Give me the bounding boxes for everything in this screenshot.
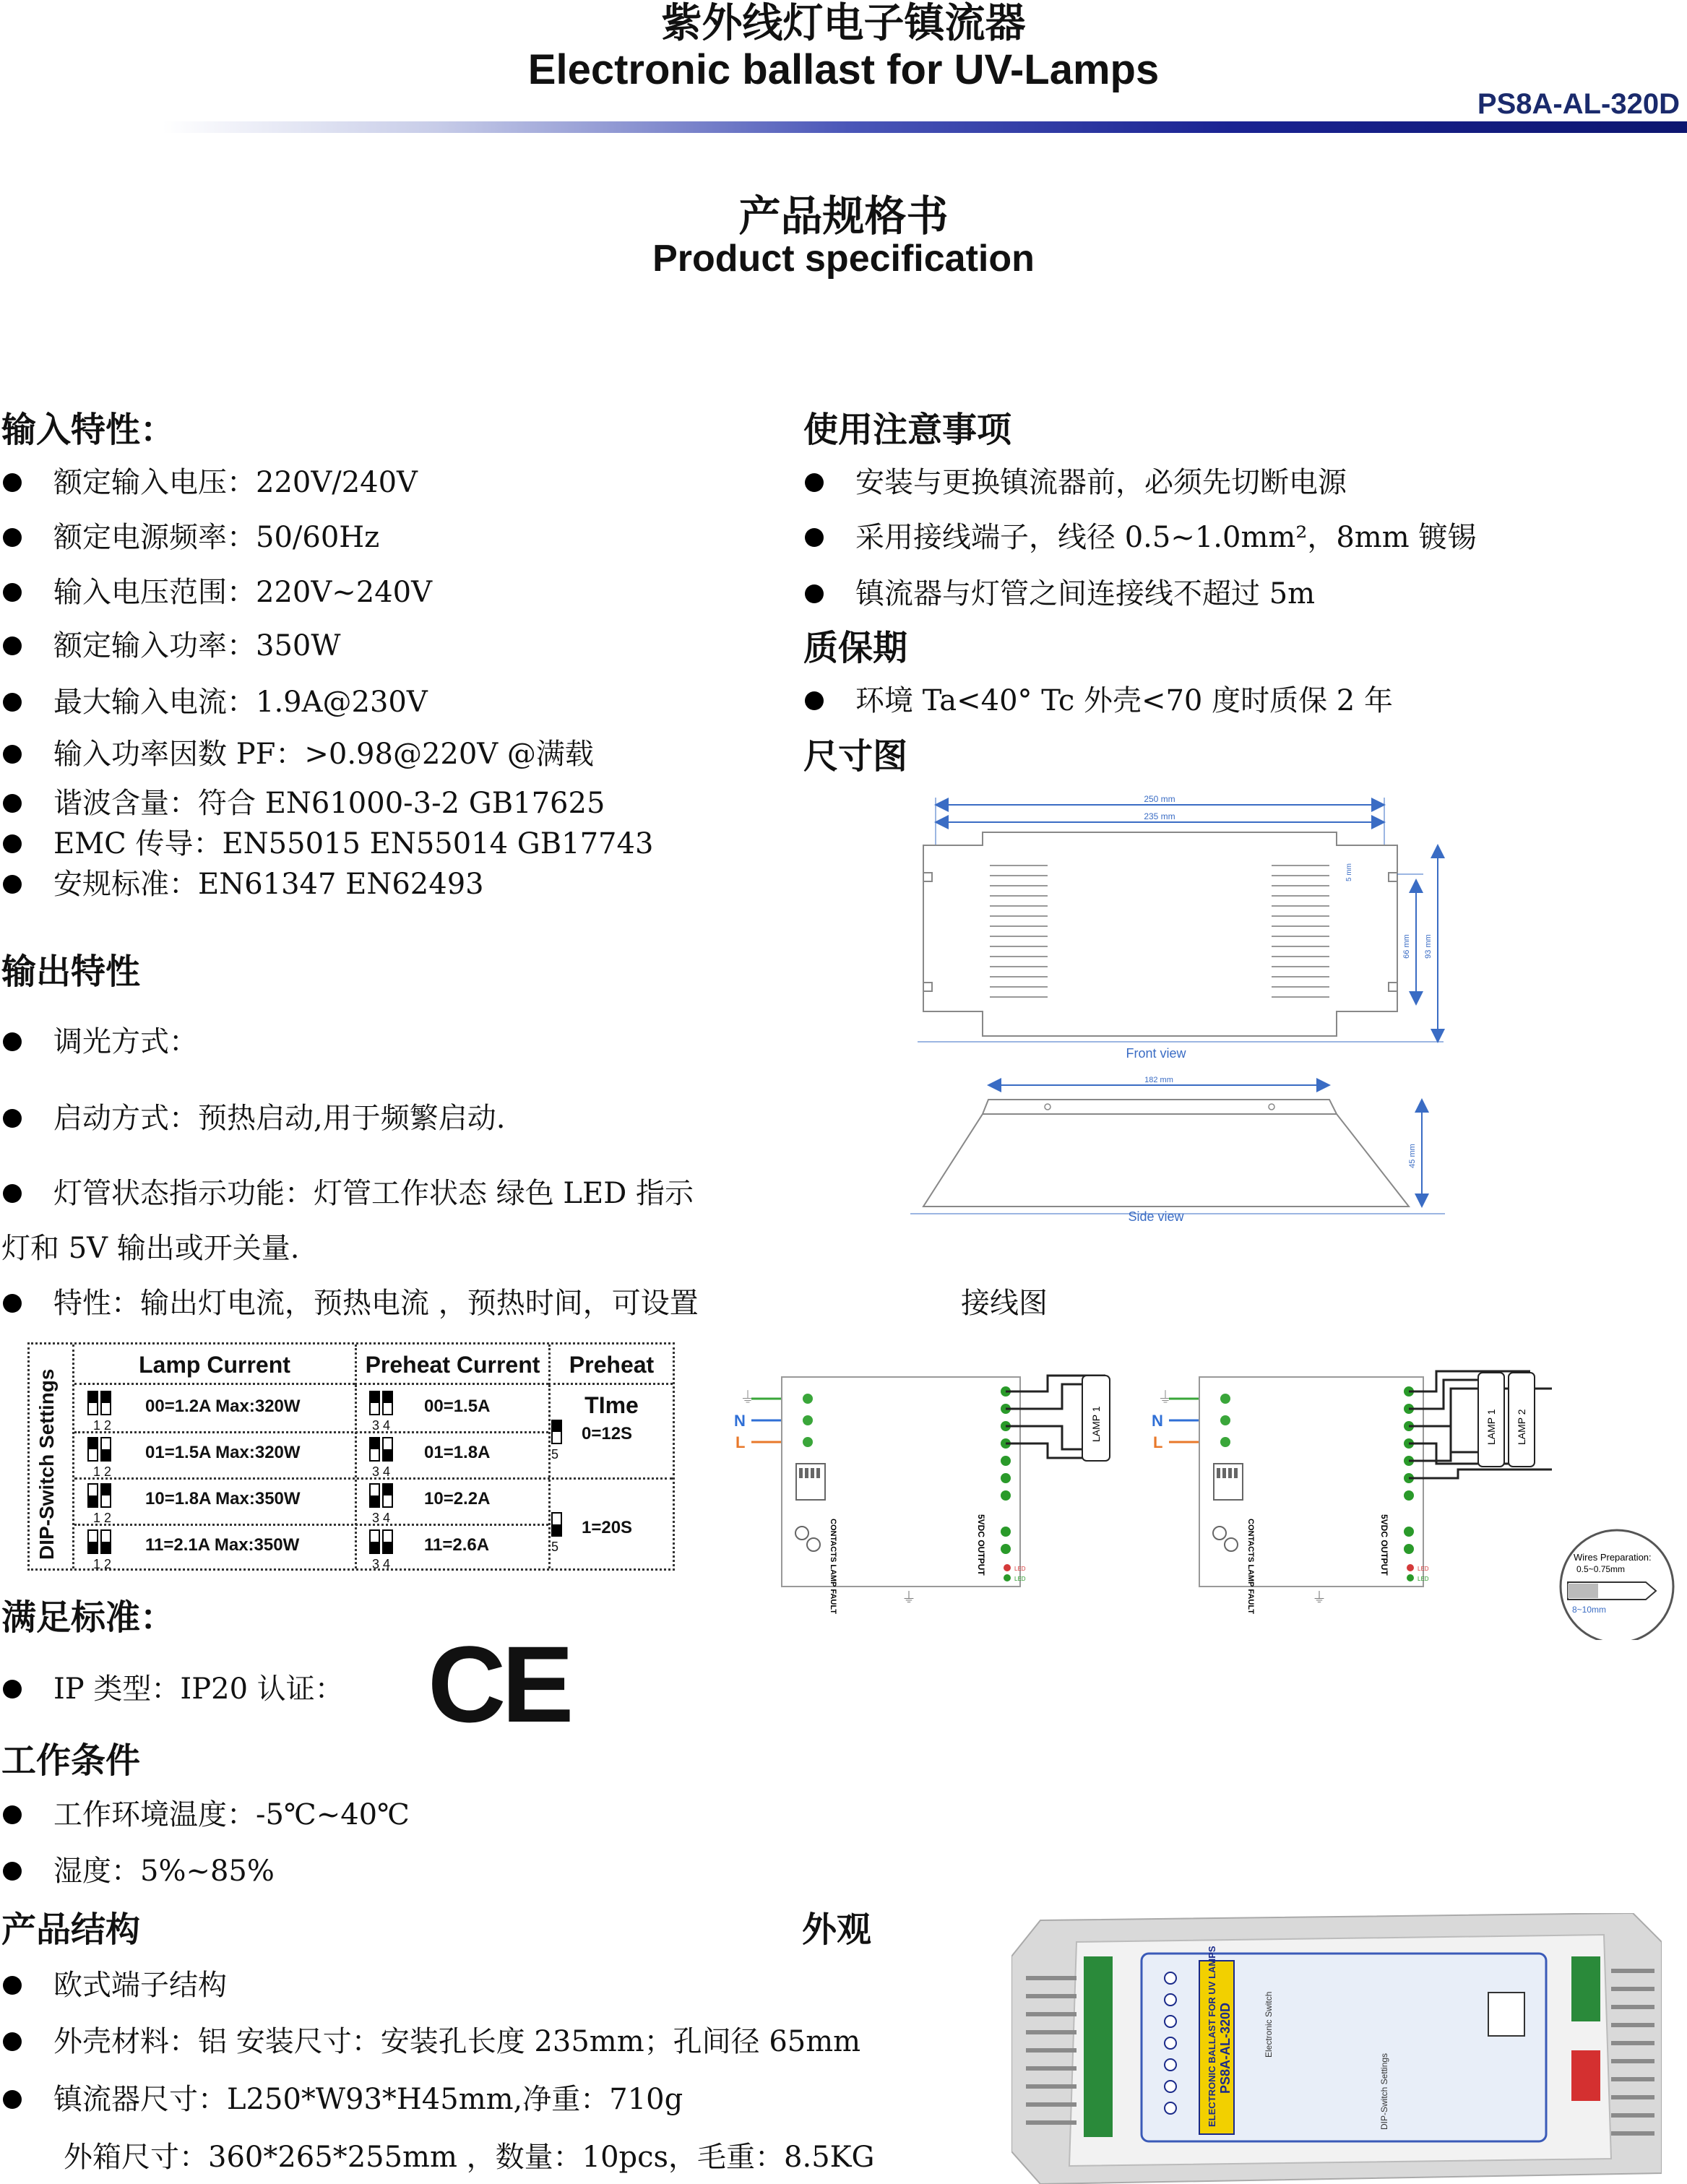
- appearance-heading: 外观: [802, 1909, 872, 1950]
- neutral-label: N: [734, 1412, 746, 1430]
- wiring-diagram: [730, 1365, 1683, 1640]
- label-title: ELECTRONIC BALLAST FOR UV LAMPS: [1207, 1946, 1217, 2127]
- conditions-item: 工作环境温度：-5℃~40℃: [3, 1797, 410, 1832]
- dip-switch-icon: 5: [551, 1420, 564, 1462]
- dip-divider: [548, 1385, 551, 1568]
- dim-45-label: 45 mm: [1408, 1144, 1417, 1168]
- label-dip: DIP-Switch Settings: [1379, 2053, 1389, 2130]
- spec-title-cn: 产品规格书: [738, 191, 949, 241]
- contacts-label: CONTACTS LAMP FAULT: [829, 1519, 837, 1614]
- output-5v-label: 5VDC OUTPUT: [1379, 1514, 1389, 1576]
- bullet-icon: [3, 693, 22, 712]
- dip-switch-table: [27, 1342, 675, 1571]
- document-title-cn: 紫外线灯电子镇流器: [661, 0, 1026, 46]
- bullet-icon: [3, 2032, 22, 2051]
- bullet-icon: [3, 636, 22, 655]
- bullet-icon: [3, 1109, 22, 1128]
- header-gradient-bar: [163, 121, 1687, 133]
- bullet-icon: [3, 1294, 22, 1313]
- wiring-heading: 接线图: [961, 1287, 1048, 1320]
- bullet-icon: [3, 1032, 22, 1051]
- bullet-icon: [3, 745, 22, 764]
- dip-row-line: [74, 1431, 548, 1433]
- output-item: 调光方式：: [3, 1024, 198, 1059]
- dip-switch-icon: 3 4: [369, 1437, 395, 1480]
- wires-prep-length: 8~10mm: [1572, 1605, 1607, 1615]
- structure-item: 外壳材料：铝 安装尺寸：安装孔长度 235mm；孔间径 65mm: [3, 2024, 860, 2059]
- spec-title-en: Product specification: [652, 238, 1035, 280]
- input-item: 安规标准：EN61347 EN62493: [3, 867, 484, 902]
- input-item: 额定输入功率：350W: [3, 629, 340, 663]
- input-item: 输入功率因数 PF：>0.98@220V @满载: [3, 737, 594, 772]
- dip-row-line: [74, 1524, 548, 1526]
- preheat-current-row: 01=1.8A: [424, 1443, 491, 1462]
- dip-switch-icon: 1 2: [87, 1437, 113, 1480]
- live-label: L: [1153, 1433, 1163, 1451]
- structure-continuation: 外箱尺寸：360*265*255mm ，数量：10pcs，毛重：8.5KG: [64, 2141, 875, 2174]
- dim-250-label: 250 mm: [1144, 794, 1175, 804]
- notes-heading: 使用注意事项: [803, 410, 1012, 450]
- label-brand: Electronic Switch: [1264, 1991, 1274, 2058]
- dip-col-time: Preheat TIme: [548, 1345, 673, 1385]
- dim-182-label: 182 mm: [1144, 1076, 1173, 1084]
- front-view-body: [923, 832, 1397, 1036]
- warranty-heading: 质保期: [803, 628, 908, 668]
- bullet-icon: [3, 1680, 22, 1699]
- led-label: LED: [1014, 1566, 1026, 1572]
- dim-93-label: 93 mm: [1424, 934, 1433, 959]
- dim-66-label: 66 mm: [1402, 934, 1411, 959]
- wiring-diagram-2: [1152, 1371, 1552, 1614]
- notes-item: 镇流器与灯管之间连接线不超过 5m: [805, 577, 1315, 611]
- earth-icon: ⏚: [902, 1590, 916, 1606]
- bullet-icon: [3, 1862, 22, 1881]
- conditions-item: 湿度：5%~85%: [3, 1854, 275, 1889]
- input-item: 谐波含量：符合 EN61000-3-2 GB17625: [3, 786, 605, 821]
- bullet-icon: [805, 473, 824, 492]
- lamp-current-row: 11=2.1A Max:350W: [145, 1535, 300, 1555]
- output-item: 灯管状态指示功能：灯管工作状态 绿色 LED 指示: [3, 1176, 694, 1211]
- dip-label: DIP-Switch Settings: [35, 1368, 58, 1560]
- dip-divider: [355, 1385, 357, 1568]
- side-view-label: Side view: [1128, 1209, 1184, 1224]
- dip-switch-icon: 1 2: [87, 1529, 113, 1572]
- contacts-label: CONTACTS LAMP FAULT: [1246, 1519, 1255, 1614]
- earth-icon: ⏚: [1312, 1590, 1326, 1606]
- bullet-icon: [3, 794, 22, 813]
- bullet-icon: [3, 1184, 22, 1203]
- dip-switch-icon: 3 4: [369, 1529, 395, 1572]
- dimension-drawing: [903, 787, 1452, 1235]
- bullet-icon: [3, 583, 22, 602]
- preheat-time-row: 0=12S: [582, 1424, 633, 1443]
- lamp-current-row: 10=1.8A Max:350W: [145, 1489, 301, 1508]
- lamp-1-label: LAMP 1: [1090, 1406, 1102, 1442]
- lamp-2-label: LAMP 2: [1516, 1409, 1527, 1445]
- wires-prep-range: 0.5~0.75mm: [1576, 1564, 1626, 1574]
- wires-prep-title: Wires Preparation:: [1574, 1552, 1652, 1563]
- lamp-current-row: 00=1.2A Max:320W: [145, 1397, 301, 1416]
- dip-col-lamp: Lamp Current: [74, 1345, 355, 1385]
- notes-item: 采用接线端子，线径 0.5~1.0mm²，8mm 镀锡: [805, 520, 1476, 555]
- led-label: LED: [1418, 1566, 1429, 1572]
- bullet-icon: [805, 584, 824, 603]
- dip-switch-icon: 1 2: [87, 1483, 113, 1526]
- conditions-heading: 工作条件: [1, 1740, 141, 1781]
- bullet-icon: [3, 1976, 22, 1995]
- lamp-current-row: 01=1.5A Max:320W: [145, 1443, 301, 1462]
- bullet-icon: [805, 528, 824, 547]
- dim-5-label: 5 mm: [1345, 863, 1353, 881]
- output-item: 启动方式：预热启动,用于频繁启动.: [3, 1101, 505, 1136]
- notes-item: 安装与更换镇流器前，必须先切断电源: [805, 465, 1347, 500]
- led-label: LED: [1418, 1576, 1429, 1582]
- dip-switch-icon: 3 4: [369, 1391, 395, 1433]
- output-feature: 特性：输出灯电流，预热电流 ，预热时间，可设置: [3, 1286, 699, 1321]
- dip-switch-icon: 5: [551, 1512, 564, 1555]
- lamp-1-label: LAMP 1: [1485, 1409, 1497, 1445]
- label-model: PS8A-AL-320D: [1218, 2002, 1233, 2094]
- preheat-current-row: 10=2.2A: [424, 1489, 491, 1508]
- standards-heading: 满足标准：: [1, 1597, 176, 1638]
- side-view-body: [923, 1100, 1409, 1207]
- structure-item: 镇流器尺寸：L250*W93*H45mm,净重：710g: [3, 2082, 683, 2117]
- structure-heading: 产品结构: [1, 1909, 141, 1950]
- preheat-current-row: 00=1.5A: [424, 1397, 491, 1416]
- led-label: LED: [1014, 1576, 1026, 1582]
- front-view-label: Front view: [1126, 1046, 1186, 1061]
- dim-235-label: 235 mm: [1144, 811, 1175, 821]
- input-item: 输入电压范围：220V~240V: [3, 575, 432, 610]
- wire-preparation: [1561, 1530, 1673, 1640]
- live-label: L: [735, 1433, 746, 1451]
- ground-icon: ⏚: [740, 1389, 756, 1407]
- document-title-en: Electronic ballast for UV-Lamps: [527, 46, 1160, 93]
- input-item: 额定输入电压：220V/240V: [3, 465, 418, 500]
- input-heading: 输入特性：: [1, 410, 176, 450]
- model-number: PS8A-AL-320D: [1477, 88, 1680, 120]
- preheat-time-row: 1=20S: [582, 1518, 633, 1537]
- bullet-icon: [805, 691, 824, 710]
- dip-col-preheat: Preheat Current: [355, 1345, 548, 1385]
- output-continuation: 灯和 5V 输出或开关量.: [1, 1232, 300, 1265]
- bullet-icon: [3, 834, 22, 853]
- input-item: 额定电源频率：50/60Hz: [3, 520, 379, 555]
- input-item: 最大输入电流：1.9A@230V: [3, 685, 428, 720]
- bullet-icon: [3, 473, 22, 492]
- input-item: EMC 传导：EN55015 EN55014 GB17743: [3, 826, 653, 861]
- bullet-icon: [3, 2090, 22, 2109]
- bullet-icon: [3, 528, 22, 547]
- dip-switch-icon: 1 2: [87, 1391, 113, 1433]
- structure-item: 欧式端子结构: [3, 1968, 227, 2003]
- warranty-item: 环境 Ta<40° Tc 外壳<70 度时质保 2 年: [805, 683, 1393, 718]
- dimension-heading: 尺寸图: [803, 736, 908, 777]
- product-photo: [1011, 1913, 1662, 2184]
- standards-item: IP 类型：IP20 认证：: [3, 1672, 344, 1706]
- neutral-label: N: [1152, 1412, 1163, 1430]
- bullet-icon: [3, 875, 22, 894]
- wiring-diagram-1: [734, 1376, 1110, 1614]
- dip-label-column: [30, 1345, 74, 1568]
- output-5v-label: 5VDC OUTPUT: [976, 1514, 986, 1576]
- preheat-current-row: 11=2.6A: [424, 1535, 490, 1555]
- ground-icon: ⏚: [1157, 1389, 1174, 1407]
- output-heading: 输出特性: [1, 951, 141, 992]
- bullet-icon: [3, 1805, 22, 1824]
- dip-switch-icon: 3 4: [369, 1483, 395, 1526]
- ce-mark-icon: CE: [428, 1623, 570, 1745]
